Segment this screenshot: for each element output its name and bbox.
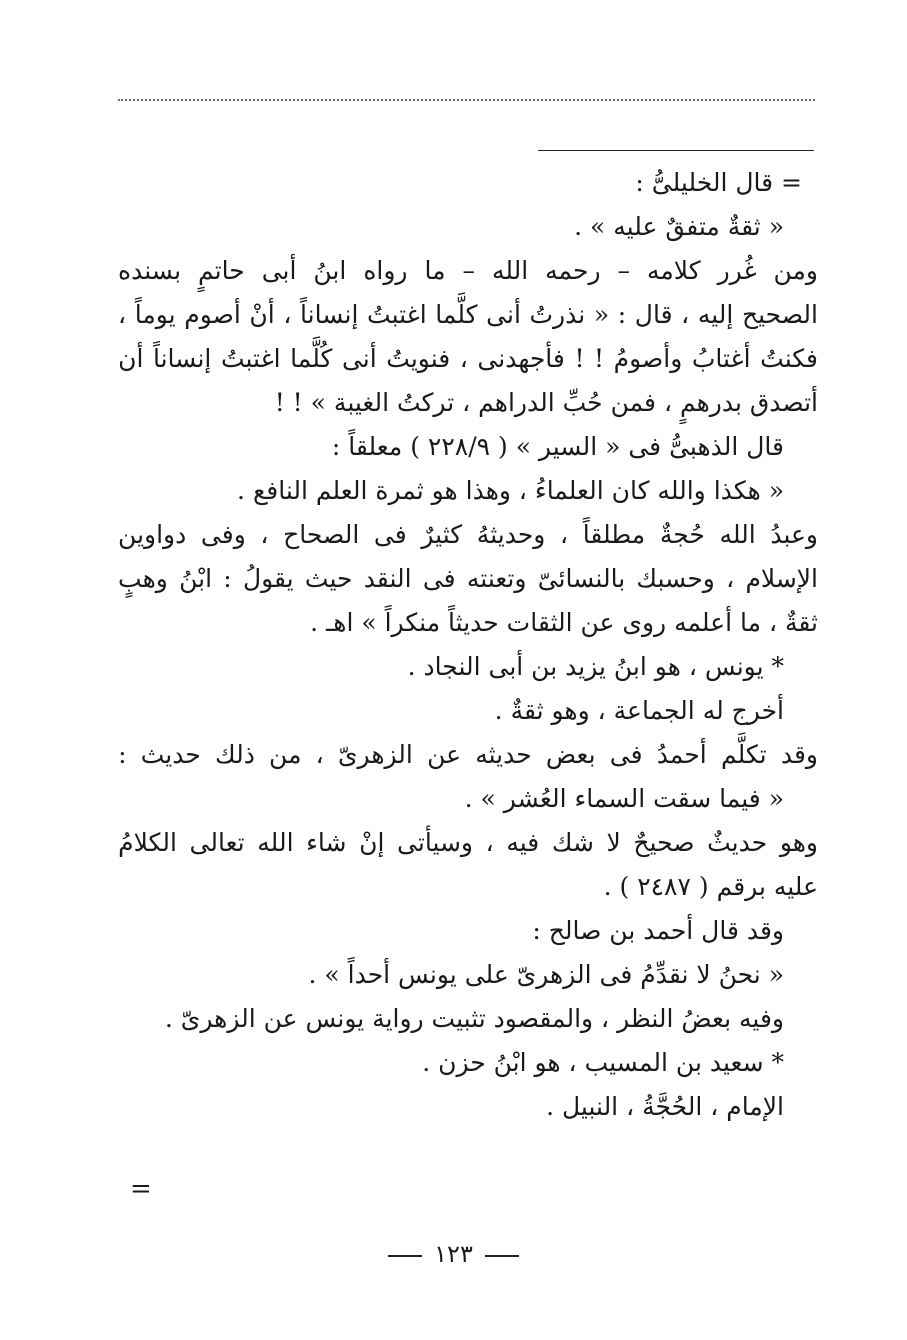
page-number-dash-left — [388, 1255, 422, 1257]
word: ابنُ — [313, 255, 347, 285]
word: وحسبك — [636, 563, 715, 593]
word: ، — [118, 299, 127, 329]
word: حديثٌ — [707, 827, 768, 857]
word: وقد — [780, 739, 818, 769]
text-line-14 — [118, 732, 818, 776]
word: لا — [606, 827, 621, 857]
text-line-10 — [118, 556, 818, 600]
word: نذرتُ — [529, 299, 586, 329]
word: كثيرٌ — [421, 519, 463, 549]
text-line-3 — [118, 248, 818, 292]
word: حديثه — [475, 739, 532, 769]
word: ومن — [773, 255, 818, 285]
word: حُجةٌ — [659, 519, 705, 549]
word: : — [223, 563, 232, 593]
text-line-5 — [118, 336, 818, 380]
word: ، — [560, 519, 569, 549]
text-line-19: « نحنُ لا نقدِّمُ فى الزهرىّ على يونس أحداً » . — [308, 959, 784, 989]
word: وسيأتى — [397, 827, 474, 857]
word: عن — [427, 739, 462, 769]
word: بسنده — [118, 255, 182, 285]
word: – — [462, 255, 475, 285]
text-line-2: « ثقةٌ متفقٌ عليه » . — [574, 211, 784, 241]
word: فى — [609, 739, 643, 769]
word: ، — [485, 827, 494, 857]
word: ، — [260, 519, 269, 549]
text-line-21: * سعيد بن المسيب ، هو ابْنُ حزن . — [422, 1047, 784, 1077]
word: وحديثهُ — [476, 519, 546, 549]
word: النقد — [363, 563, 412, 593]
word: وهو — [779, 827, 818, 857]
word: وهبٍ — [118, 563, 168, 593]
text-line-8: « هكذا والله كان العلماءُ ، وهذا هو ثمرة العلم النافع . — [237, 475, 784, 505]
word: وعبدُ — [770, 519, 818, 549]
word: حيث — [304, 563, 353, 593]
word: ذلك — [215, 739, 255, 769]
word: رواه — [363, 255, 408, 285]
word: الكلامُ — [118, 827, 177, 857]
word: أغتابُ — [691, 343, 751, 373]
word: بعض — [545, 739, 596, 769]
word: الله — [719, 519, 756, 549]
page-number-block — [0, 1240, 907, 1268]
word: الله — [257, 827, 294, 857]
word: أبى — [261, 255, 297, 285]
word: ، — [283, 299, 292, 329]
word: إنساناً — [152, 343, 212, 373]
word: : — [617, 299, 627, 329]
word: أنى — [486, 299, 521, 329]
word: ، — [315, 739, 324, 769]
word: وفى — [200, 519, 246, 549]
word: اغتبتُ — [367, 299, 427, 329]
word: حديث — [140, 739, 201, 769]
footnote-separator-rule — [538, 150, 814, 151]
text-line-17: عليه برقم ( ٢٤٨٧ ) . — [603, 871, 818, 901]
text-line-20: وفيه بعضُ النظر ، والمقصود تثبيت رواية يونس عن الزهرىّ . — [164, 1003, 784, 1033]
word: « — [593, 299, 610, 329]
word: كُلَّما — [290, 343, 333, 373]
text-line-16 — [118, 820, 818, 864]
word: بالنسائىّ — [537, 563, 626, 593]
text-line-13: أخرج له الجماعة ، وهو ثقةٌ . — [494, 695, 784, 725]
word: ابْنُ — [179, 563, 213, 593]
word: شك — [551, 827, 594, 857]
word: ، — [726, 563, 735, 593]
text-line-11: ثقةٌ ، ما أعلمه روى عن الثقات حديثاً منكراً » اهـ . — [310, 607, 818, 637]
word: فيه — [506, 827, 540, 857]
word: صحيحٌ — [633, 827, 695, 857]
word: الله — [491, 255, 529, 285]
word: فأجهدنى — [477, 343, 565, 373]
text-line-7: قال الذهبىُّ فى « السير » ( ٢٢٨/٩ ) معلقاً : — [331, 431, 784, 461]
word: فنويتُ — [386, 343, 451, 373]
footnote-text-block — [118, 160, 818, 1128]
word: فى — [422, 563, 456, 593]
word: ، — [681, 299, 690, 329]
word: أنى — [341, 343, 377, 373]
word: فكنتُ — [760, 343, 818, 373]
text-line-9 — [118, 512, 818, 556]
word: كلَّما — [435, 299, 478, 329]
word: إنساناً — [300, 299, 359, 329]
word: فى — [373, 519, 407, 549]
word: إنْ — [359, 827, 385, 857]
text-line-4 — [118, 292, 818, 336]
word: دواوين — [118, 519, 187, 549]
text-line-18: وقد قال أحمد بن صالح : — [532, 915, 784, 945]
word: تعالى — [189, 827, 245, 857]
dotted-header-rule — [118, 99, 815, 101]
text-line-6: أتصدق بدرهمٍ ، فمن حُبِّ الدراهم ، تركتُ الغيبة » ! ! — [274, 387, 818, 417]
word: الإسلام — [745, 563, 818, 593]
word: غُرر — [717, 255, 757, 285]
word: ما — [424, 255, 446, 285]
word: كلامه — [646, 255, 701, 285]
word: الصحاح — [283, 519, 360, 549]
word: تكلَّم — [720, 739, 767, 769]
continuation-mark: = — [130, 1174, 152, 1204]
word: : — [118, 739, 127, 769]
word: أنْ — [249, 299, 275, 329]
word: أصوم — [184, 299, 241, 329]
word: وتعنته — [466, 563, 527, 593]
text-line-15: « فيما سقت السماء العُشر » . — [464, 783, 784, 813]
word: ، — [459, 343, 468, 373]
word: وأصومُ — [613, 343, 683, 373]
word: ! — [574, 343, 585, 373]
word: الزهرىّ — [337, 739, 413, 769]
word: حاتمٍ — [198, 255, 245, 285]
word: رحمه — [545, 255, 601, 285]
word: مطلقاً — [582, 519, 646, 549]
word: الصحيح — [741, 299, 818, 329]
page-number-dash-right — [485, 1255, 519, 1257]
word: يوماً — [134, 299, 176, 329]
text-line-12: * يونس ، هو ابنُ يزيد بن أبى النجاد . — [407, 651, 784, 681]
text-line-22: الإمام ، الحُجَّةُ ، النبيل . — [546, 1091, 784, 1121]
word: – — [617, 255, 631, 285]
word: من — [269, 739, 302, 769]
page-number: ١٢٣ — [434, 1240, 473, 1268]
word: قال — [634, 299, 673, 329]
text-line-1: = قال الخليلىُّ : — [635, 167, 802, 197]
word: اغتبتُ — [220, 343, 281, 373]
word: أن — [118, 343, 144, 373]
word: أحمدُ — [656, 739, 707, 769]
word: يقولُ — [242, 563, 294, 593]
word: شاء — [306, 827, 347, 857]
word: ! — [594, 343, 605, 373]
word: إليه — [697, 299, 734, 329]
